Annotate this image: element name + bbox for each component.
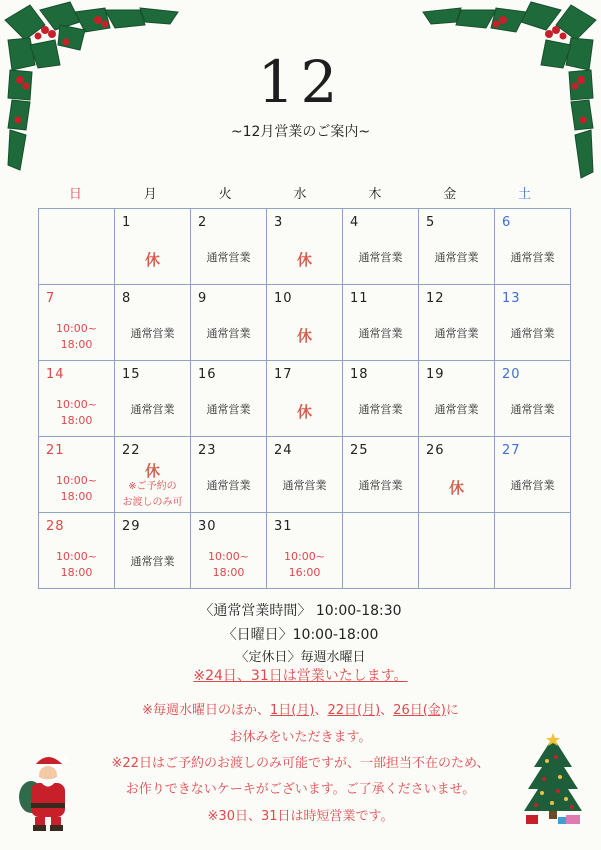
pickup-notice-line2: お作りできないケーキがございます。ご了承くださいませ。 [125,782,476,797]
day-number: 1 [122,215,132,230]
short-hours-notice: ※30日、31日は時短営業です。 [207,809,394,824]
day-cell [191,209,267,285]
day-cell [191,513,267,589]
day-cell [39,513,115,589]
day-number: 5 [426,215,436,230]
empty-day-cell [495,513,571,589]
day-cell [343,285,419,361]
open-label: 通常営業 [510,403,555,416]
day-cell [267,285,343,361]
week-row [39,437,571,513]
day-number: 13 [502,291,521,306]
day-number: 29 [122,519,141,534]
shortened-hours: 10:00~ 18:00 [56,322,97,351]
day-number: 19 [426,367,445,382]
day-cell [343,437,419,513]
shortened-hours: 10:00~ 18:00 [56,474,97,503]
day-number: 2 [198,215,208,230]
day-cell [39,437,115,513]
day-number: 24 [274,443,293,458]
shortened-hours: 10:00~ 18:00 [56,398,97,427]
day-cell [267,513,343,589]
open-label: 通常営業 [282,479,327,492]
day-cell [115,209,191,285]
week-row [39,361,571,437]
closed-label: 休 [296,251,312,269]
day-cell [267,209,343,285]
weekday-mon: 月 [143,187,157,202]
day-number: 6 [502,215,512,230]
open-label: 通常営業 [206,251,251,264]
weekday-wed: 水 [293,187,307,202]
weekday-header [38,183,562,202]
day-number: 3 [274,215,284,230]
open-label: 通常営業 [434,251,479,264]
shortened-hours: 10:00~ 18:00 [208,550,249,579]
closed-label: 休 [448,479,464,497]
holiday-notice-line2: お休みをいただきます。 [229,730,372,745]
open-label: 通常営業 [130,555,175,568]
day-number: 20 [502,367,521,382]
pickup-only-note: ※ご予約の お渡しのみ可 [122,481,183,508]
day-number: 12 [426,291,445,306]
day-cell [267,361,343,437]
sunday-hours: 〈日曜日〉10:00-18:00 [222,627,379,643]
day-number: 22 [122,443,141,458]
day-number: 16 [198,367,217,382]
holiday-notice-line1: ※毎週水曜日のほか、1日(月)、22日(月)、26日(金)に [142,703,459,718]
page-subtitle: ~12月営業のご案内~ [230,124,371,140]
day-cell [419,209,495,285]
open-label: 通常営業 [434,403,479,416]
closed-label: 休 [296,327,312,345]
weekday-tue: 火 [218,187,232,202]
day-cell [495,285,571,361]
day-number: 28 [46,519,65,534]
weekday-sun: 日 [68,187,82,202]
weekday-sat: 土 [518,187,532,202]
day-cell [495,209,571,285]
empty-day-cell [39,209,115,285]
day-number: 8 [122,291,132,306]
day-number: 26 [426,443,445,458]
day-cell [115,513,191,589]
day-number: 7 [46,291,56,306]
day-cell [39,361,115,437]
open-label: 通常営業 [206,403,251,416]
weekday-thu: 木 [368,187,382,202]
day-number: 21 [46,443,65,458]
open-label: 通常営業 [510,479,555,492]
day-cell [419,285,495,361]
shortened-hours: 10:00~ 18:00 [56,550,97,579]
day-number: 11 [350,291,369,306]
closed-label: 休 [144,251,160,269]
open-days-note: ※24日、31日は営業いたします。 [193,668,408,684]
open-label: 通常営業 [206,327,251,340]
regular-holiday: 〈定休日〉毎週水曜日 [235,650,366,665]
week-row [39,285,571,361]
day-cell [191,361,267,437]
closed-label: 休 [296,403,312,421]
day-number: 18 [350,367,369,382]
day-cell [191,285,267,361]
week-row [39,209,571,285]
open-label: 通常営業 [358,251,403,264]
day-number: 23 [198,443,217,458]
day-cell [495,361,571,437]
day-cell [343,361,419,437]
day-cell [191,437,267,513]
open-label: 通常営業 [358,327,403,340]
day-cell [343,209,419,285]
week-row [39,513,571,589]
shortened-hours: 10:00~ 16:00 [284,550,325,579]
day-number: 17 [274,367,293,382]
day-cell [115,285,191,361]
day-number: 25 [350,443,369,458]
day-cell [419,437,495,513]
day-cell [115,437,191,513]
santa-illustration [17,745,79,833]
open-label: 通常営業 [130,403,175,416]
calendar-grid [38,208,571,589]
day-number: 4 [350,215,360,230]
christmas-tree-illustration [522,733,584,825]
day-number: 9 [198,291,208,306]
open-label: 通常営業 [434,327,479,340]
closed-label: 休 [144,462,160,480]
day-number: 27 [502,443,521,458]
day-number: 14 [46,367,65,382]
open-label: 通常営業 [206,479,251,492]
month-number: 12 [257,48,344,116]
regular-hours: 〈通常営業時間〉 10:00-18:30 [199,603,402,619]
day-cell [495,437,571,513]
day-number: 30 [198,519,217,534]
day-cell [39,285,115,361]
open-label: 通常営業 [358,403,403,416]
open-label: 通常営業 [130,327,175,340]
day-number: 15 [122,367,141,382]
day-number: 10 [274,291,293,306]
day-number: 31 [274,519,293,534]
pickup-notice-line1: ※22日はご予約のお渡しのみ可能ですが、一部担当不在のため、 [111,756,490,771]
day-cell [267,437,343,513]
weekday-fri: 金 [443,187,457,202]
day-cell [115,361,191,437]
empty-day-cell [419,513,495,589]
open-label: 通常営業 [510,251,555,264]
empty-day-cell [343,513,419,589]
day-cell [419,361,495,437]
open-label: 通常営業 [358,479,403,492]
open-label: 通常営業 [510,327,555,340]
